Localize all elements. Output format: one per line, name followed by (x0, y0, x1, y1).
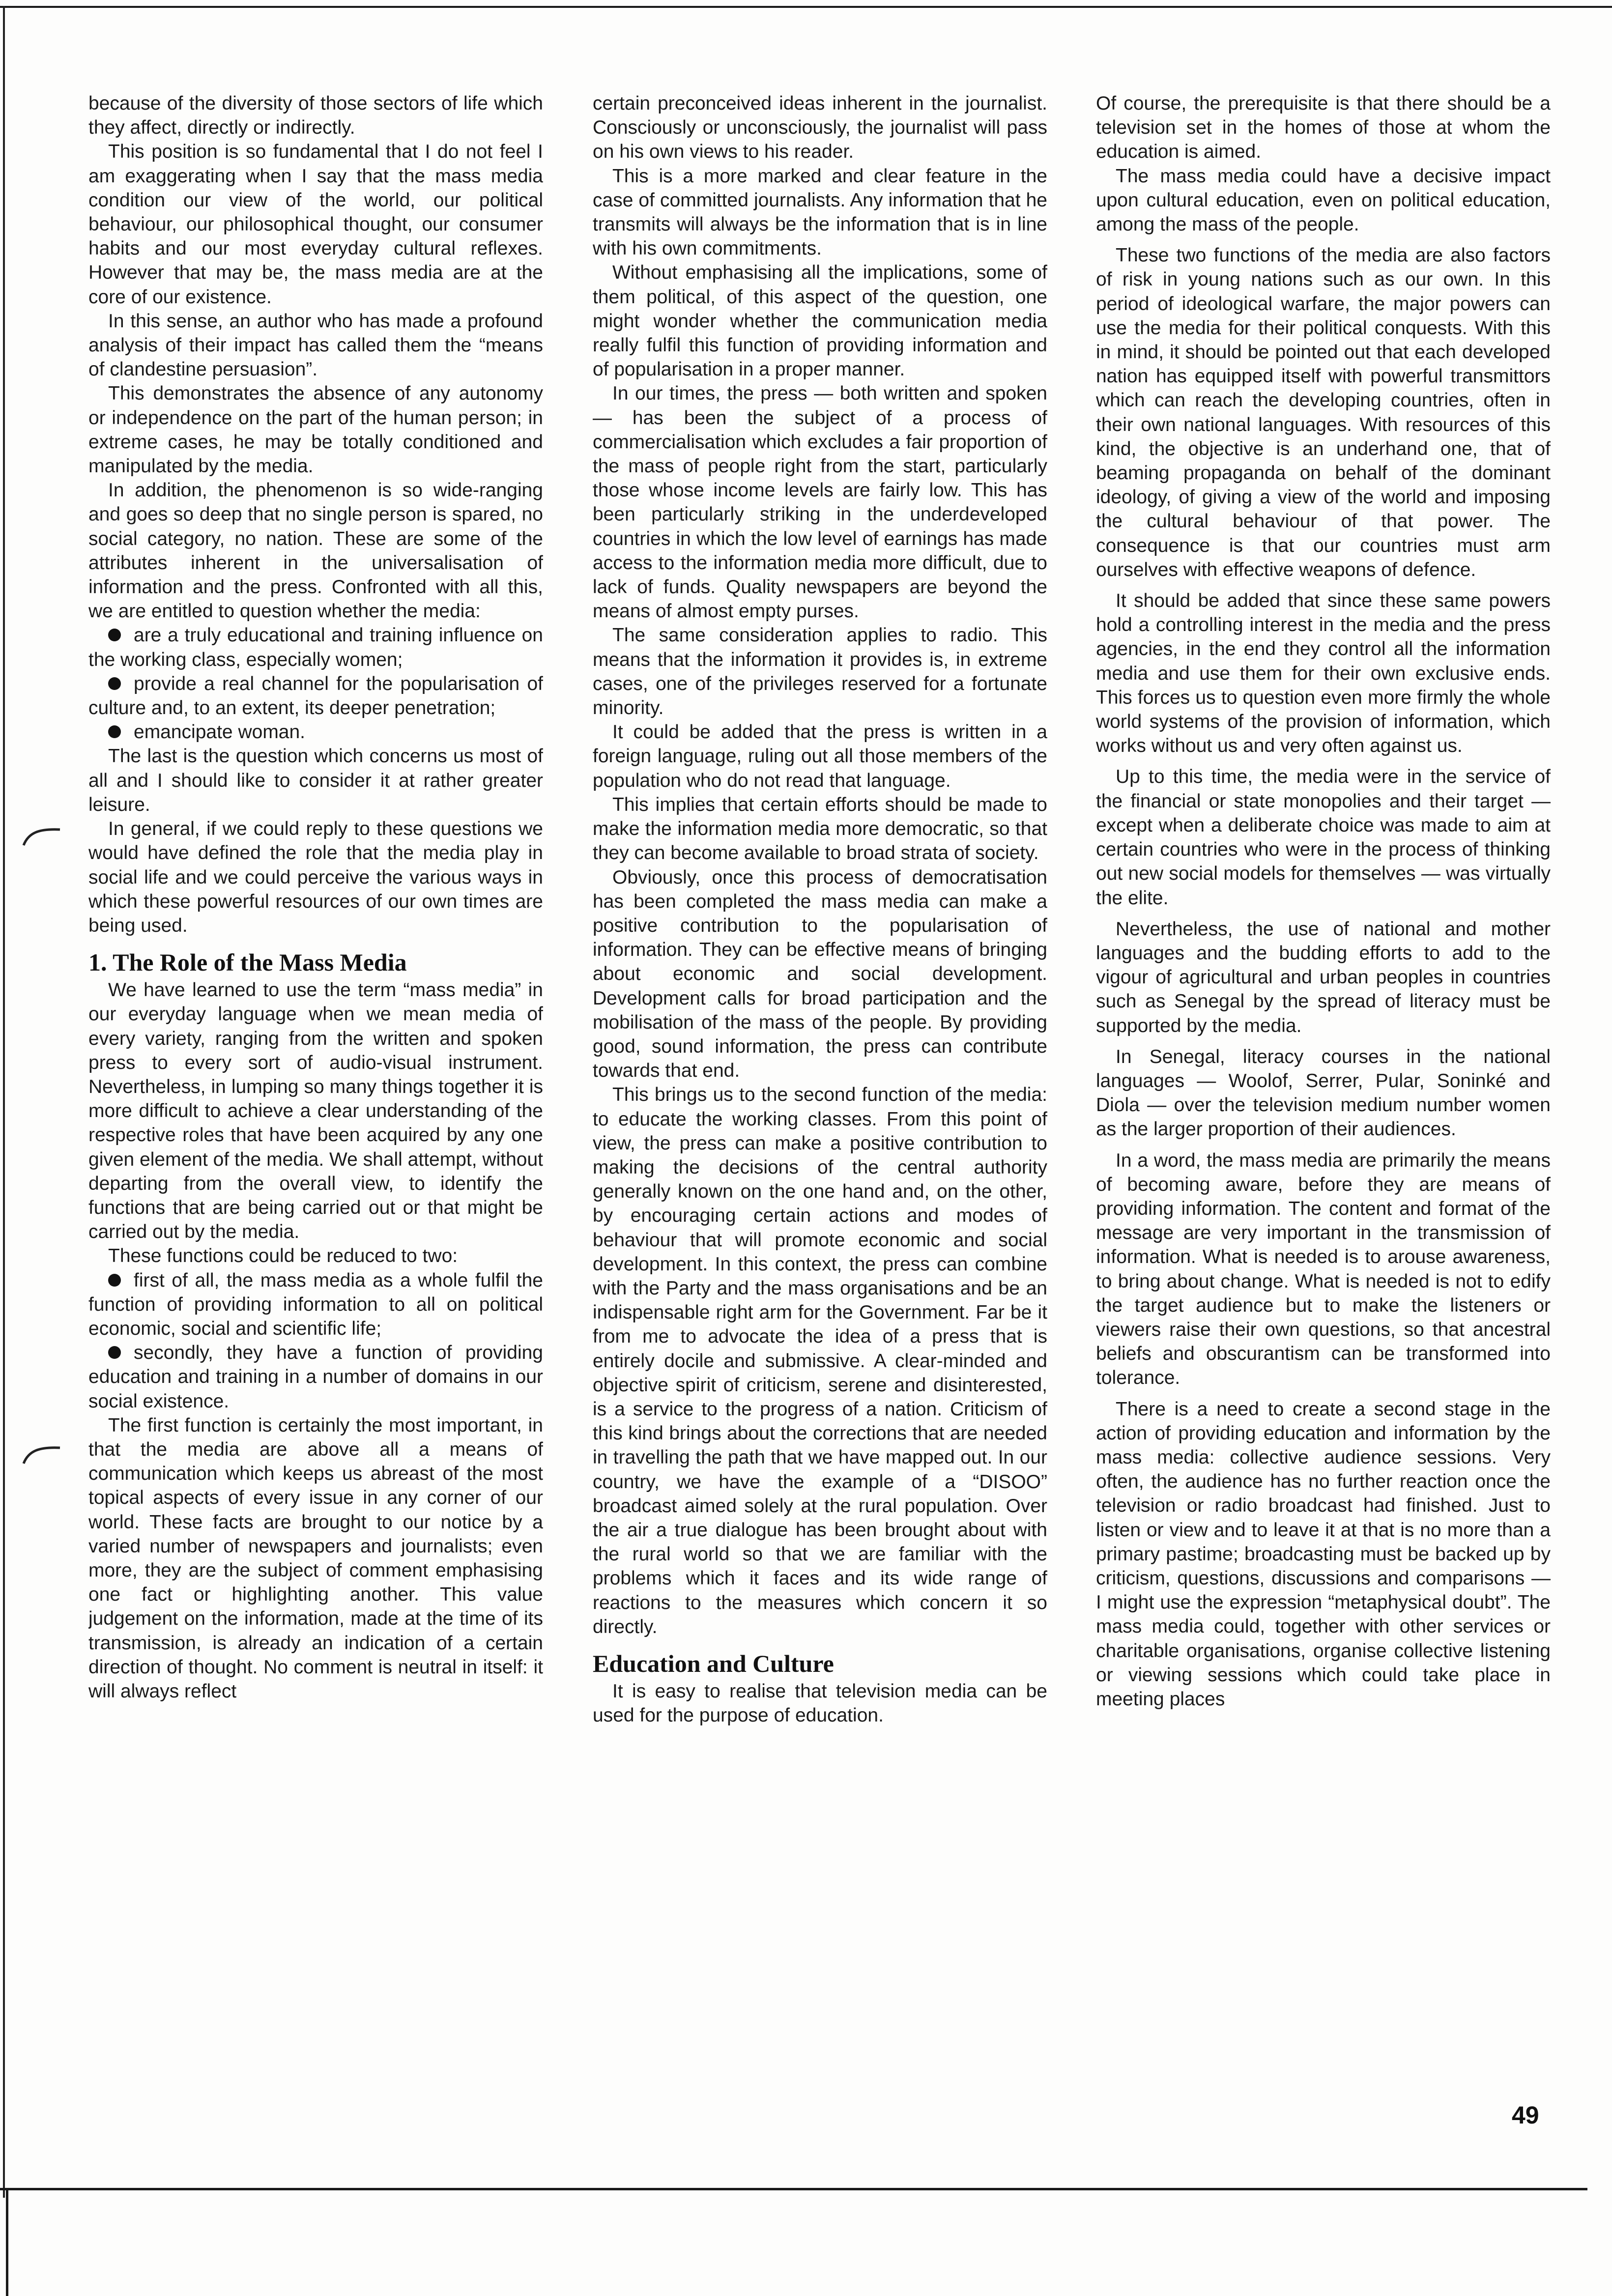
text-column-3 (1096, 91, 1551, 2087)
bullet-list-item (88, 1268, 543, 1341)
paragraph: The mass media could have a decisive impact upon cultural education, even on political education, among the mass of the people. (1096, 165, 1551, 235)
paragraph: These functions could be reduced to two: (108, 1245, 458, 1267)
top-border-rule (0, 6, 1612, 8)
bullet-text: are a truly educational and training influence on the working class, especially women; (88, 625, 543, 670)
paragraph: This is a more marked and clear feature in the case of committed journalists. Any information that he transmits will always be the information that is in line with his own commitments. (593, 165, 1047, 259)
paragraph: Up to this time, the media were in the service of the financial or state monopolies and their target — except when a deliberate choice was made to aim at certain countries who were in the process of thinking out new social models for themselves — was virtually the elite. (1096, 766, 1551, 909)
left-border-rule (3, 6, 5, 2198)
paragraph: It is easy to realise that television media can be used for the purpose of education. (593, 1681, 1047, 1726)
paragraph: In this sense, an author who has made a profound analysis of their impact has called them the “means of clandestine persuasion”. (88, 310, 543, 380)
paragraph: because of the diversity of those sectors of life which they affect, directly or indirectly. (88, 93, 543, 139)
paragraph: In addition, the phenomenon is so wide-ranging and goes so deep that no single person is spared, no social category, no nation. These are some of the attributes inherent in the universalisation of information and the press. Confronted with all this, we are entitled to question whether the media: (88, 480, 543, 622)
paragraph: These two functions of the media are also factors of risk in young nations such as our own. In this period of ideological warfare, the major powers can use the media for their political conquests. With this in mind, it should be pointed out that each developed nation has equipped itself with powerful transmittors which can reach the developing countries, often in their own national languages. With resources of this kind, the objective is an underhand one, that of beaming propaganda on behalf of the dominant ideology, of giving a view of the world and imposing the cultural behaviour of that power. The consequence is that our countries must arm ourselves with effective weapons of defence. (1096, 245, 1551, 580)
bullet-text: emancipate woman. (134, 721, 306, 743)
paragraph: The first function is certainly the most important, in that the media are above all a means of communication which keeps us abreast of the most topical aspects of every issue in any corner of our world. These facts are brought to our notice by a varied number of newspapers and journalists; even more, they are the subject of comment emphasising one fact or highlighting another. This value judgement on the information, made at the time of its transmission, is already an indication of a certain direction of thought. No comment is neutral in itself: it will always reflect (88, 1414, 543, 1702)
paragraph: Obviously, once this process of democratisation has been completed the mass media can make a positive contribution to the popularisation of information. They can be effective means of bringing about economic and social development. Development calls for broad participation and the mobilisation of the mass of the people. By providing good, sound information, the press can contribute towards that end. (593, 866, 1047, 1082)
bottom-corner-rule (6, 2188, 8, 2296)
bullet-icon (108, 677, 121, 690)
bottom-border-rule (0, 2188, 1587, 2190)
paragraph: This implies that certain efforts should be made to make the information media more democratic, so that they can become available to broad strata of society. (593, 794, 1047, 864)
paragraph: certain preconceived ideas inherent in the journalist. Consciously or unconsciously, the journalist will pass on his own views to his reader. (593, 93, 1047, 163)
paragraph: This position is so fundamental that I do not feel I am exaggerating when I say that the mass media condition our view of the world, our political behaviour, our philosophical thought, our consumer habits and our most everyday cultural reflexes. However that may be, the mass media are at the core of our existence. (88, 141, 543, 308)
bullet-list-item (88, 720, 543, 744)
bullet-icon (108, 1346, 121, 1359)
paragraph: In Senegal, literacy courses in the national languages — Woolof, Serrer, Pular, Soninké and Diola — over the television medium number women as the larger proportion of their audiences. (1096, 1046, 1551, 1140)
paragraph: Of course, the prerequisite is that there should be a television set in the homes of those at whom the education is aimed. (1096, 93, 1551, 163)
bullet-text: first of all, the mass media as a whole fulfil the function of providing information to all on political economic, social and scientific life; (88, 1269, 543, 1339)
bullet-icon (108, 629, 121, 641)
paragraph: Nevertheless, the use of national and mother languages and the budding efforts to add to the vigour of agricultural and urban peoples in countries such as Senegal by the spread of literacy must be supported by the media. (1096, 918, 1551, 1036)
bullet-icon (108, 725, 121, 738)
section-heading: Education and Culture (593, 1650, 834, 1677)
bullet-list-item (88, 1341, 543, 1413)
paragraph: The last is the question which concerns us most of all and I should like to consider it at rather greater leisure. (88, 746, 543, 815)
paragraph: In our times, the press — both written and spoken — has been the subject of a process of commercialisation which excludes a fair proportion of the mass of people right from the start, particularly those whose income levels are fairly low. This has been particularly striking in the underdeveloped countries in which the low level of earnings has made access to the information media more difficult, due to lack of funds. Quality newspapers are beyond the means of almost empty purses. (593, 383, 1047, 622)
margin-mark-icon (20, 1442, 64, 1466)
paragraph: It should be added that since these same powers hold a controlling interest in the media and the press agencies, in the end they control all the information media and use them for their own exclusive ends. This forces us to question even more firmly the whole world systems of the provision of information, which works without us and very often against us. (1096, 590, 1551, 757)
paragraph: The same consideration applies to radio. This means that the information it provides is, in extreme cases, one of the privileges reserved for a fortunate minority. (593, 625, 1047, 719)
bullet-list-item (88, 623, 543, 671)
bullet-text: provide a real channel for the popularisation of culture and, to an extent, its deeper penetration; (88, 673, 543, 719)
bullet-list-item (88, 672, 543, 720)
paragraph: This brings us to the second function of the media: to educate the working classes. From this point of view, the press can make a positive contribution to making the decisions of the central authority generally known on the one hand and, on the other, by encouraging certain actions and modes of behaviour that will promote economic and social development. In this context, the press can combine with the Party and the mass organisations and be an indispensable right arm for the Government. Far be it from me to advocate the idea of a press that is entirely docile and submissive. A clear-minded and objective spirit of criticism, serene and disinterested, is a service to the progress of a nation. Criticism of this kind brings about the corrections that are needed in travelling the path that we have mapped out. In our country, we have the example of a “DISOO” broadcast aimed solely at the rural population. Over the air a true dialogue has been brought about with the rural world so that we are familiar with the problems which it faces and its wide range of reactions to the measures which concern it so directly. (593, 1084, 1047, 1637)
paragraph: We have learned to use the term “mass media” in our everyday language when we mean media of every variety, ranging from the written and spoken press to every sort of audio-visual instrument. Nevertheless, in lumping so many things together it is more difficult to achieve a clear understanding of the respective roles that have been acquired by any one given element of the media. We shall attempt, without departing from the overall view, to identify the functions that are being carried out or that might be carried out by the media. (88, 979, 543, 1243)
margin-mark-icon (20, 824, 64, 848)
section-heading: 1. The Role of the Mass Media (88, 948, 407, 976)
bullet-icon (108, 1274, 121, 1287)
text-column-2 (593, 91, 1047, 2087)
bullet-text: secondly, they have a function of providing education and training in a number of domains in our social existence. (88, 1342, 543, 1412)
paragraph: This demonstrates the absence of any autonomy or independence on the part of the human person; in extreme cases, he may be totally conditioned and manipulated by the media. (88, 383, 543, 477)
paragraph: Without emphasising all the implications, some of them political, of this aspect of the question, one might wonder whether the communication media really fulfil this function of providing information and of popularisation in a proper manner. (593, 262, 1047, 380)
paragraph: In general, if we could reply to these questions we would have defined the role that the media play in social life and we could perceive the various ways in which these powerful resources of our own times are being used. (88, 818, 543, 936)
paragraph: In a word, the mass media are primarily the means of becoming aware, before they are means of providing information. The content and format of the message are very important in the transmission of information. What is needed is to arouse awareness, to bring about change. What is needed is not to edify the target audience but to make the listeners or viewers raise their own questions, so that ancestral beliefs and obscurantism can be transformed into tolerance. (1096, 1149, 1551, 1389)
text-column-1 (88, 91, 543, 2087)
paragraph: There is a need to create a second stage in the action of providing education and information by the mass media: collective audience sessions. Very often, the audience has no further reaction once the television or radio broadcast had finished. Just to listen or view and to leave it at that is no more than a primary pastime; broadcasting must be backed up by criticism, questions, discussions and comparisons — I might use the expression “metaphysical doubt”. The mass media could, together with other services or charitable organisations, organise collective listening or viewing sessions which could take place in meeting places (1096, 1398, 1551, 1710)
page-number: 49 (1512, 2101, 1539, 2129)
paragraph: It could be added that the press is written in a foreign language, ruling out all those members of the population who do not read that language. (593, 721, 1047, 791)
